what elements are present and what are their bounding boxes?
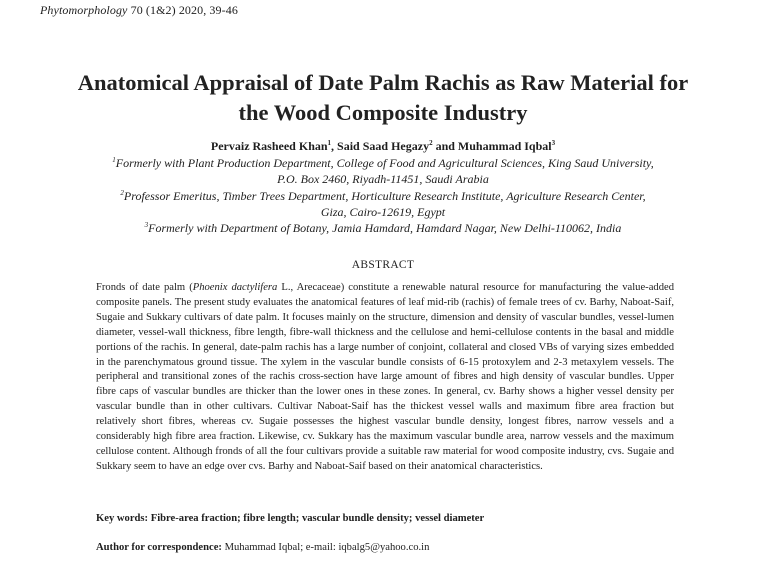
author-name: Muhammad Iqbal bbox=[457, 139, 552, 153]
paper-title bbox=[20, 68, 746, 128]
affiliation-line: $^2$Professor Emeritus, Timber Trees Department, Horticulture Research Institute, Agriculture Research Center, bbox=[120, 189, 646, 203]
abstract-body bbox=[96, 281, 674, 475]
keywords: Key words: Fibre-area fraction; fibre length; vascular bundle density; vessel diameter bbox=[96, 513, 485, 524]
affiliation-marker: 1 bbox=[112, 156, 116, 164]
affiliation-marker: 2 bbox=[120, 189, 124, 197]
affiliation-2 bbox=[0, 188, 766, 220]
abstract-heading: ABSTRACT bbox=[351, 259, 415, 271]
abstract-text: L., Arecaceae) constitute a renewable natural resource for manufacturing the value-added composite panels. The present study evaluates the anatomical features of leaf mid-rib (rachis) of female trees of cv. Barhy, Naboat-Saif, Sugaie and Sukkary cultivars of date palm. It focuses mainly on the structure, dimension and density of vascular bundles, vessel-lumen diameter, vessel-wall thickness, fibre length, fibre-wall thickness and the cellulose and hemi-cellulose contents in the basal and middle portions of the rachis. In general, date-palm rachis has a large number of conjoint, collateral and closed VBs of varying sizes embedded in the parenchymatous ground tissue. The xylem in the vascular bundle consists of 6-15 protoxylem and 2-3 metaxylem vessels. The peripheral and transitional zones of the rachis cross-section have large amount of fibres and high density of vascular bundles. Upper fibre caps of vascular bundles are thicker than the lower ones in these zones. In general, cv. Barhy shows a higher vessel density per vascular bundle than in other cultivars. Cultivar Naboat-Saif has the thickest vessel walls and maximum fibre area fraction but relatively short fibres, whereas cv. Sugaie possesses the highest vascular bundle density, longest fibres, narrow vessels and a considerably high fibre area fraction. Likewise, cv. Sukkary has the maximum vascular bundle area, narrow vessels and the maximum cellulose content. Although fronds of all the four cultivars provide a suitable raw material for wood composite industry, cvs. Sugaie and Sukkary seem to have an edge over cvs. Barhy and Naboat-Saif based on their anatomical characteristics. bbox=[96, 282, 674, 472]
correspondence-label: Author for correspondence: bbox=[96, 542, 222, 553]
affiliation-marker: 3 bbox=[144, 221, 149, 229]
author-affiliation-marker: 3 bbox=[551, 139, 556, 147]
affiliation-line: P.O. Box 2460, Riyadh-11451, Saudi Arabia bbox=[277, 172, 489, 186]
journal-name: Phytomorphology bbox=[40, 3, 128, 17]
author-separator: , bbox=[331, 139, 338, 153]
affiliation-line: $^3$Formerly with Department of Botany, Jamia Hamdard, Hamdard Nagar, New Delhi-110062, India bbox=[144, 221, 622, 235]
correspondence-details: Muhammad Iqbal; e-mail: iqbalg5@yahoo.co.in bbox=[221, 542, 430, 553]
author-name: Pervaiz Rasheed Khan bbox=[210, 139, 328, 153]
journal-volume-info: 70 (1&2) 2020, 39-46 bbox=[130, 3, 238, 17]
author-affiliation-marker: 1 bbox=[327, 139, 332, 147]
affiliation-3 bbox=[0, 220, 766, 236]
abstract-intro: Fronds of date palm ( bbox=[96, 282, 193, 293]
paper-title-line-1: Anatomical Appraisal of Date Palm Rachis as Raw Material for bbox=[77, 70, 689, 95]
species-name: Phoenix dactylifera bbox=[192, 282, 278, 293]
author-list bbox=[0, 139, 766, 154]
paper-title-line-2: the Wood Composite Industry bbox=[238, 100, 528, 125]
correspondence bbox=[96, 542, 429, 553]
author-name: Said Saad Hegazy bbox=[337, 139, 430, 153]
affiliation-line: $^1$Formerly with Plant Production Department, College of Food and Agricultural Sciences, King Saud University, bbox=[112, 156, 654, 170]
affiliation-line: Giza, Cairo-12619, Egypt bbox=[320, 205, 446, 219]
author-affiliation-marker: 2 bbox=[429, 139, 433, 147]
journal-citation bbox=[40, 3, 238, 18]
author-separator: and bbox=[432, 139, 458, 153]
affiliation-1 bbox=[0, 155, 766, 187]
